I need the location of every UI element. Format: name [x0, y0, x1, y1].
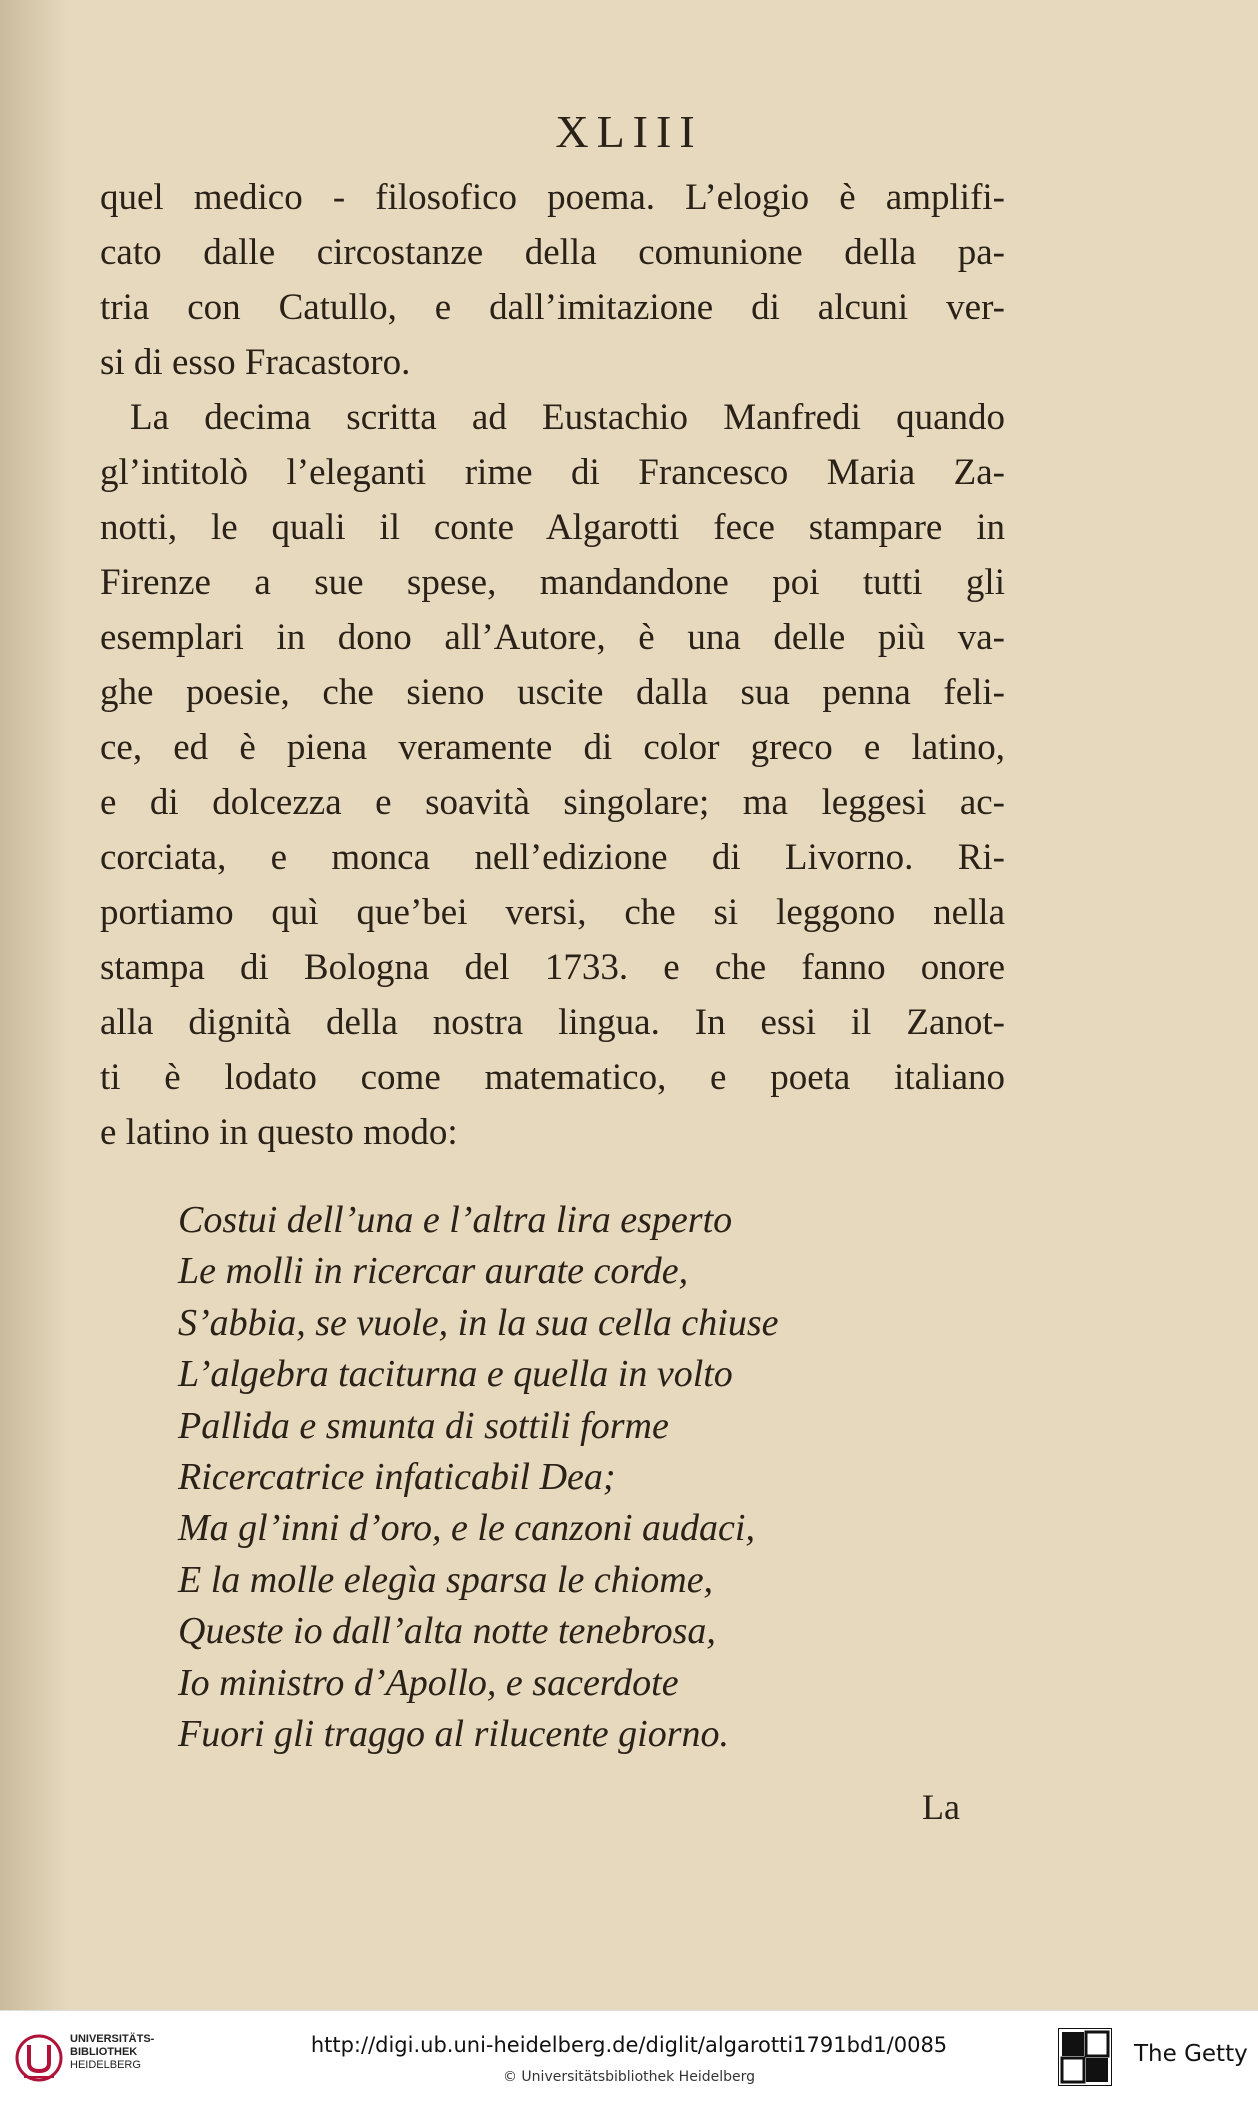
prose-line: Firenze a sue spese, mandandone poi tutti gli [100, 562, 1005, 603]
verse-line: S’abbia, se vuole, in la sua cella chiuse [178, 1301, 779, 1344]
prose-line: stampa di Bologna del 1733. e che fanno onore [100, 947, 1005, 988]
prose-block [100, 170, 1005, 1160]
prose-line: gl’intitolò l’eleganti rime di Francesco Maria Za- [100, 452, 1005, 493]
getty-logo-icon [1058, 2028, 1112, 2086]
prose-line: e di dolcezza e soavità singolare; ma leggesi ac- [100, 782, 1005, 823]
permalink-url[interactable]: http://digi.ub.uni-heidelberg.de/diglit/algarotti1791bd1/0085 [310, 2033, 948, 2057]
prose-line: tria con Catullo, e dall’imitazione di alcuni ver- [100, 287, 1005, 328]
footer-bar [0, 2010, 1258, 2104]
verse-line: L’algebra taciturna e quella in volto [178, 1353, 733, 1396]
prose-line: portiamo quì que’bei versi, che si leggono nella [100, 892, 1005, 933]
prose-line: La decima scritta ad Eustachio Manfredi quando [130, 397, 1005, 438]
prose-line: alla dignità della nostra lingua. In essi il Zanot- [100, 1002, 1005, 1043]
library-name-line1: UNIVERSITÄTS- [70, 2033, 155, 2045]
library-name-line2: BIBLIOTHEK [70, 2046, 138, 2058]
verse-line: Pallida e smunta di sottili forme [178, 1404, 669, 1447]
prose-line: notti, le quali il conte Algarotti fece stampare in [100, 507, 1005, 548]
prose-line: corciata, e monca nell’edizione di Livorno. Ri- [100, 837, 1005, 878]
prose-line: ti è lodato come matematico, e poeta italiano [100, 1057, 1005, 1098]
prose-line: ghe poesie, che sieno uscite dalla sua penna feli- [100, 672, 1005, 713]
sponsor-name: The Getty [1134, 2041, 1248, 2067]
prose-line: ce, ed è piena veramente di color greco e latino, [100, 727, 1005, 768]
page-gutter-shadow [0, 0, 70, 2010]
library-city: HEIDELBERG [70, 2059, 141, 2071]
verse-line: Ricercatrice infaticabil Dea; [178, 1455, 616, 1498]
page-header: XLIII [555, 106, 703, 157]
verse-line: Io ministro d’Apollo, e sacerdote [178, 1661, 679, 1704]
prose-line: si di esso Fracastoro. [100, 342, 411, 383]
verse-line: Ma gl’inni d’oro, e le canzoni audaci, [178, 1507, 755, 1550]
prose-line: esemplari in dono all’Autore, è una delle più va- [100, 617, 1005, 658]
verse-line: Queste io dall’alta notte tenebrosa, [178, 1610, 716, 1653]
prose-line: cato dalle circostanze della comunione della pa- [100, 232, 1005, 273]
verse-block [178, 1195, 998, 1760]
verse-line: E la molle elegìa sparsa le chiome, [178, 1558, 714, 1601]
prose-line: quel medico - filosofico poema. L’elogio è amplifi- [100, 177, 1005, 218]
copyright-notice: © Universitätsbibliothek Heidelberg [502, 2069, 755, 2085]
catchword: La [922, 1787, 960, 1827]
verse-line: Le molli in ricercar aurate corde, [178, 1250, 689, 1293]
prose-line: e latino in questo modo: [100, 1112, 458, 1153]
verse-line: Costui dell’una e l’altra lira esperto [178, 1199, 733, 1241]
verse-line: Fuori gli traggo al rilucente giorno. [178, 1712, 729, 1755]
